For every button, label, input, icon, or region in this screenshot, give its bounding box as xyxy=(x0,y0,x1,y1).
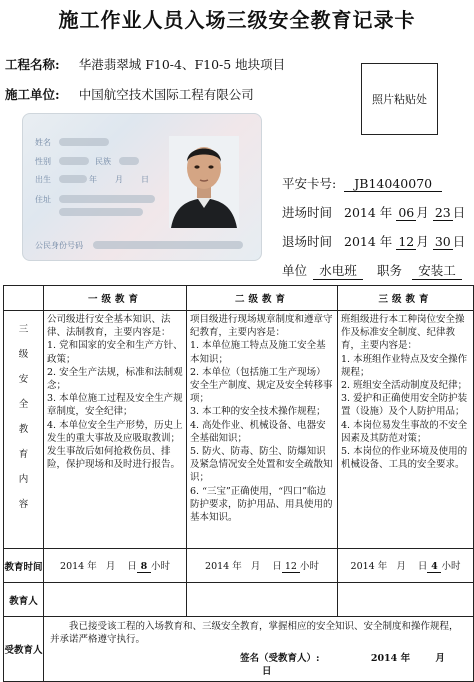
level2-time: 2014 年 月 日 12 小时 xyxy=(187,549,338,583)
exit-month: 12 xyxy=(396,234,416,250)
id-field-address: 住址 xyxy=(35,195,51,204)
header-blank xyxy=(4,286,44,311)
acknowledgement-cell xyxy=(44,617,474,682)
unit-value: 中国航空技术国际工程有限公司 xyxy=(78,87,254,102)
exit-day-unit: 日 xyxy=(452,234,466,249)
exit-day: 30 xyxy=(433,234,453,250)
level2-content: 项目级进行现场规章制度和遵章守纪教育，主要内容是： 1. 本单位施工特点及施工安全基本知识； 2. 本单位（包括施工生产现场）安全生产制度、规定及安全转移事项； 3. 本工种的安全技术操作规程； 4. 高处作业、机械设备、电器安全基础知识； 5. 防火、防毒、防尘、防爆知识及紧急情况安全处置和安全疏散知识； 6. “三宝”正确使用，“四口”临边防护要求，防护用品、用具使用的基本知识。 xyxy=(187,311,338,549)
redaction xyxy=(59,195,155,203)
unit-label: 施工单位: xyxy=(5,87,60,102)
redaction xyxy=(93,241,243,249)
card-number-row xyxy=(282,174,442,192)
level1-content: 公司级进行安全基本知识、法律、法制教育，主要内容是： 1. 党和国家的安全和生产方针、政策； 2. 安全生产法规，标准和法制观念； 3. 本单位施工过程及安全生产规章制度，安全纪律； 4. 本单位安全生产形势，历史上发生的重大事故及应吸取教训； 发生事故后如何抢救伤员、排险，保护现场和及时进行报告。 xyxy=(44,311,187,549)
acknowledgement-text: 我已接受该工程的入场教育和、三级安全教育，掌握相应的安全知识、安全制度和操作规程，并承诺严格遵守执行。 xyxy=(50,621,459,645)
card-number-label: 平安卡号: xyxy=(282,176,337,191)
id-field-year: 年 xyxy=(89,175,97,184)
dept-value: 水电班 xyxy=(313,261,363,280)
level1-hours: 8 xyxy=(137,561,151,573)
receiver-label: 受教育人 xyxy=(4,617,44,682)
exit-year: 2014 年 xyxy=(344,234,393,249)
page-title: 施工作业人员入场三级安全教育记录卡 xyxy=(58,8,416,32)
entry-time-row xyxy=(282,203,465,221)
exit-time-label: 退场时间 xyxy=(282,234,333,249)
signature-line xyxy=(50,652,467,678)
educator-cell-2 xyxy=(187,583,338,617)
project-label: 工程名称: xyxy=(5,57,60,72)
id-card-image xyxy=(22,113,262,261)
redaction xyxy=(59,157,89,165)
redaction xyxy=(59,208,143,216)
id-field-day: 日 xyxy=(141,175,149,184)
project-row xyxy=(5,54,285,73)
level3-content: 班组级进行本工种岗位安全操作及标准安全制度、纪律教育，主要内容是： 1. 本班组作业特点及安全操作规程； 2. 班组安全活动制度及纪律； 3. 爱护和正确使用安全防护装置（设施）及个人防护用品； 4. 本岗位易发生事故的不安全因素及其防范对策； 5. 本岗位的作业环境及使用的机械设备、工具的安全要求。 xyxy=(338,311,474,549)
job-value: 安装工 xyxy=(412,261,462,280)
time-row-label: 教育时间 xyxy=(4,549,44,583)
educator-cell-1 xyxy=(44,583,187,617)
redaction xyxy=(59,175,87,183)
exit-time-row xyxy=(282,232,465,250)
signature-month: 月 xyxy=(435,653,445,664)
id-field-name: 姓名 xyxy=(35,138,51,147)
signature-year: 2014 年 xyxy=(370,653,411,664)
education-table xyxy=(3,285,474,682)
dept-label: 单位 xyxy=(282,263,308,278)
id-field-gender: 性别 xyxy=(35,157,51,166)
project-value: 华港翡翠城 F10-4、F10-5 地块项目 xyxy=(78,57,286,72)
signature-day: 日 xyxy=(262,666,272,677)
signature-label: 签名（受教育人）: xyxy=(240,653,320,664)
entry-time-label: 进场时间 xyxy=(282,205,333,220)
portrait-photo xyxy=(169,136,239,228)
header-level3: 三级教育 xyxy=(338,286,474,311)
entry-month-unit: 月 xyxy=(416,205,429,220)
entry-day-unit: 日 xyxy=(452,205,466,220)
entry-year: 2014 年 xyxy=(344,205,393,220)
id-field-ethnicity: 民族 xyxy=(95,157,111,166)
educator-cell-3 xyxy=(338,583,474,617)
job-label: 职务 xyxy=(376,263,402,278)
card-number-value: JB14040070 xyxy=(344,176,442,192)
entry-day: 23 xyxy=(433,205,453,221)
redaction xyxy=(59,138,109,146)
header-level1: 一级教育 xyxy=(44,286,187,311)
side-label: 三 级 安 全 教 育 内 容 xyxy=(4,311,44,549)
level3-hours: 4 xyxy=(427,561,441,573)
unit-row xyxy=(5,84,254,103)
entry-month: 06 xyxy=(396,205,416,221)
photo-placeholder: 照片粘贴处 xyxy=(361,63,438,135)
header-level2: 二级教育 xyxy=(187,286,338,311)
level3-time: 2014 年 月 日 4 小时 xyxy=(338,549,474,583)
educator-label: 教育人 xyxy=(4,583,44,617)
level1-time: 2014 年 月 日 8 小时 xyxy=(44,549,187,583)
redaction xyxy=(119,157,139,165)
level2-hours: 12 xyxy=(282,561,300,573)
exit-month-unit: 月 xyxy=(416,234,429,249)
id-field-birth: 出生 xyxy=(35,175,51,184)
id-number-label: 公民身份号码 xyxy=(35,241,83,250)
id-field-month: 月 xyxy=(115,175,123,184)
dept-row xyxy=(282,261,462,280)
